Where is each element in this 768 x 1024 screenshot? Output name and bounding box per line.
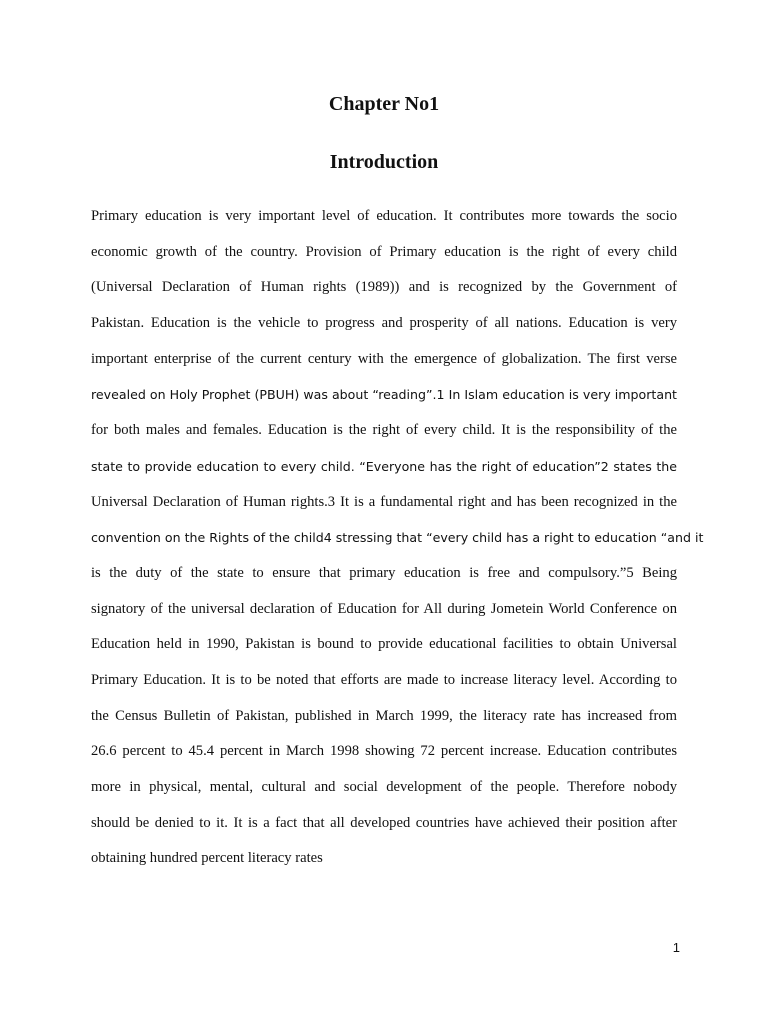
paragraph-line: important enterprise of the current century with the emergence of globalization. The first verse xyxy=(91,350,677,367)
paragraph-line: obtaining hundred percent literacy rates xyxy=(91,850,323,867)
paragraph-line: 26.6 percent to 45.4 percent in March 1998 showing 72 percent increase. Education contributes xyxy=(91,743,677,760)
paragraph-line: the Census Bulletin of Pakistan, published in March 1999, the literacy rate has increased from xyxy=(91,707,677,724)
paragraph-line: economic growth of the country. Provision of Primary education is the right of every child xyxy=(91,243,677,260)
section-title: Introduction xyxy=(329,151,439,173)
paragraph-line: Universal Declaration of Human rights.3 It is a fundamental right and has been recognized in the xyxy=(91,493,677,510)
body-paragraph xyxy=(91,199,704,877)
paragraph-line: Pakistan. Education is the vehicle to progress and prosperity of all nations. Education is very xyxy=(91,315,677,332)
page-number: 1 xyxy=(672,940,680,955)
paragraph-line: Primary education is very important level of education. It contributes more towards the socio xyxy=(91,208,677,224)
chapter-title: Chapter No1 xyxy=(328,93,440,115)
paragraph-line: (Universal Declaration of Human rights (1989)) and is recognized by the Government of xyxy=(91,279,677,296)
paragraph-line: revealed on Holy Prophet (PBUH) was about “reading”.1 In Islam education is very important xyxy=(91,387,677,403)
paragraph-line: more in physical, mental, cultural and social development of the people. Therefore nobody xyxy=(91,779,677,795)
paragraph-line: is the duty of the state to ensure that primary education is free and compulsory.”5 Being xyxy=(91,564,677,581)
paragraph-line: convention on the Rights of the child4 stressing that “every child has a right to education “and it xyxy=(91,530,704,546)
paragraph-line: should be denied to it. It is a fact that all developed countries have achieved their position after xyxy=(91,814,677,831)
paragraph-line: state to provide education to every child. “Everyone has the right of education”2 states the xyxy=(91,458,677,474)
paragraph-line: Primary Education. It is to be noted that efforts are made to increase literacy level. According to xyxy=(91,671,677,688)
paragraph-line: for both males and females. Education is the right of every child. It is the responsibility of the xyxy=(91,422,677,439)
paragraph-line: Education held in 1990, Pakistan is bound to provide educational facilities to obtain Universal xyxy=(91,636,677,653)
paragraph-line: signatory of the universal declaration of Education for All during Jometein World Conference on xyxy=(91,600,677,617)
